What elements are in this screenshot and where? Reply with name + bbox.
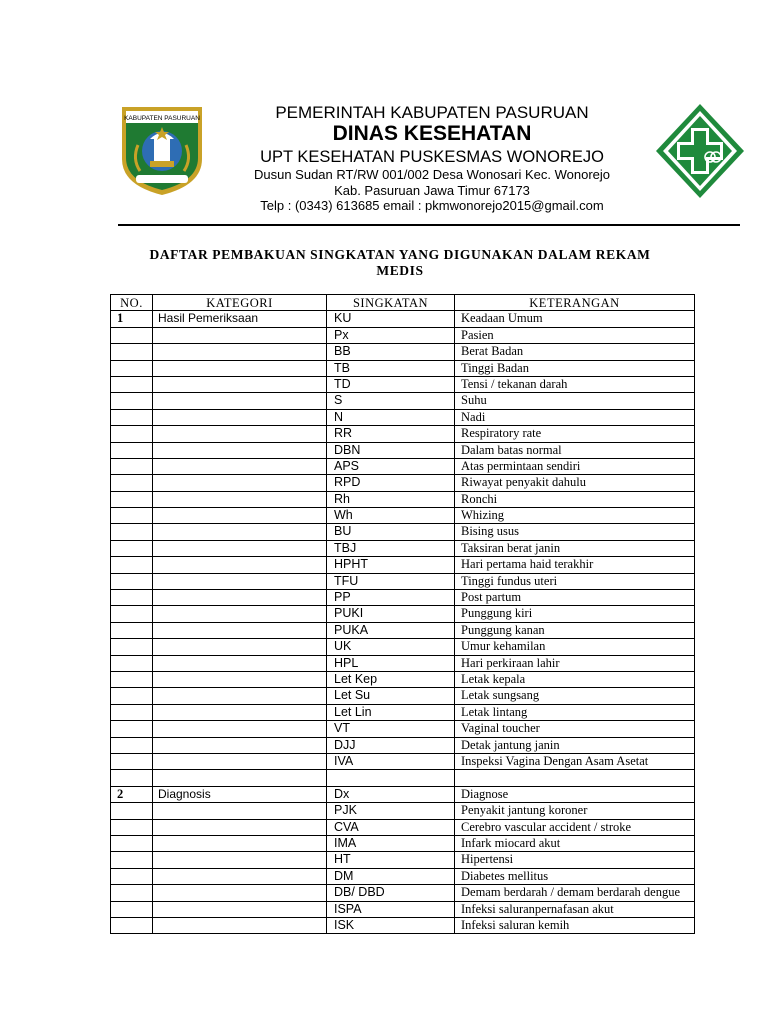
cell-keterangan: Hari perkiraan lahir [455, 655, 695, 671]
table-row [111, 688, 695, 704]
table-row [111, 671, 695, 687]
header-keterangan: KETERANGAN [455, 295, 695, 311]
cell-keterangan: Umur kehamilan [455, 639, 695, 655]
kabupaten-pasuruan-logo [116, 101, 208, 197]
cell-no [111, 803, 153, 819]
cell-keterangan [455, 770, 695, 786]
table-row [111, 885, 695, 902]
cell-kategori [153, 655, 327, 671]
cell-keterangan: Post partum [455, 590, 695, 606]
cell-singkatan: HT [327, 852, 455, 868]
cell-kategori [153, 639, 327, 655]
cell-singkatan: KU [327, 311, 455, 327]
cell-kategori [153, 803, 327, 819]
cell-kategori [153, 671, 327, 687]
cell-keterangan: Respiratory rate [455, 426, 695, 442]
cell-keterangan: Tinggi Badan [455, 360, 695, 376]
table-row [111, 508, 695, 524]
table-row [111, 639, 695, 655]
table-row [111, 573, 695, 589]
cell-no [111, 770, 153, 786]
cell-keterangan: Detak jantung janin [455, 737, 695, 753]
cell-singkatan: TBJ [327, 540, 455, 556]
table-row [111, 409, 695, 425]
table-row [111, 868, 695, 884]
cell-kategori [153, 704, 327, 720]
cell-keterangan: Keadaan Umum [455, 311, 695, 327]
cell-no [111, 639, 153, 655]
table-row [111, 655, 695, 671]
cell-singkatan: PUKA [327, 622, 455, 638]
cell-keterangan: Vaginal toucher [455, 721, 695, 737]
cell-singkatan: TFU [327, 573, 455, 589]
table-row [111, 491, 695, 507]
table-row [111, 557, 695, 573]
cell-singkatan: HPL [327, 655, 455, 671]
cell-no [111, 393, 153, 409]
cell-singkatan: S [327, 393, 455, 409]
header-kategori: KATEGORI [153, 295, 327, 311]
cell-singkatan: ISPA [327, 901, 455, 917]
table-row [111, 770, 695, 786]
cell-no [111, 491, 153, 507]
cell-kategori [153, 688, 327, 704]
table-row [111, 737, 695, 753]
cell-singkatan: RPD [327, 475, 455, 491]
table-row [111, 344, 695, 360]
cell-singkatan: DJJ [327, 737, 455, 753]
table-row [111, 852, 695, 868]
table-row [111, 606, 695, 622]
cell-singkatan: CVA [327, 819, 455, 835]
cell-no [111, 753, 153, 769]
cell-no [111, 721, 153, 737]
cell-keterangan: Letak lintang [455, 704, 695, 720]
cell-kategori [153, 835, 327, 851]
cell-no [111, 557, 153, 573]
table-row [111, 540, 695, 556]
cell-no [111, 868, 153, 884]
table-row [111, 393, 695, 409]
cell-keterangan: Tensi / tekanan darah [455, 376, 695, 392]
header-no: NO. [111, 295, 153, 311]
cell-kategori [153, 458, 327, 474]
header-line-address: Dusun Sudan RT/RW 001/002 Desa Wonosari Kec. Wonorejo [253, 167, 610, 182]
cell-keterangan: Dalam batas normal [455, 442, 695, 458]
cell-no [111, 508, 153, 524]
cell-singkatan: PP [327, 590, 455, 606]
cell-singkatan: BB [327, 344, 455, 360]
table-row [111, 426, 695, 442]
cell-kategori [153, 901, 327, 917]
cell-kategori [153, 426, 327, 442]
cell-kategori [153, 770, 327, 786]
cell-no [111, 917, 153, 933]
header-line-puskesmas: UPT KESEHATAN PUSKESMAS WONOREJO [260, 148, 604, 166]
cell-singkatan: Let Lin [327, 704, 455, 720]
table-row [111, 704, 695, 720]
cell-no [111, 835, 153, 851]
cell-no [111, 344, 153, 360]
cell-keterangan: Infark miocard akut [455, 835, 695, 851]
header-line-contact: Telp : (0343) 613685 email : pkmwonorejo2015@gmail.com [260, 198, 604, 213]
cell-keterangan: Whizing [455, 508, 695, 524]
cell-singkatan: Dx [327, 786, 455, 802]
cell-keterangan: Punggung kiri [455, 606, 695, 622]
cell-singkatan: IVA [327, 753, 455, 769]
cell-kategori [153, 852, 327, 868]
cell-singkatan: DB/ DBD [327, 885, 455, 902]
cell-no [111, 901, 153, 917]
table-row [111, 458, 695, 474]
cell-kategori [153, 344, 327, 360]
table-row [111, 524, 695, 540]
cell-singkatan: DBN [327, 442, 455, 458]
table-row [111, 622, 695, 638]
cell-no [111, 590, 153, 606]
cell-singkatan [327, 770, 455, 786]
cell-singkatan: UK [327, 639, 455, 655]
cell-keterangan: Atas permintaan sendiri [455, 458, 695, 474]
table-row [111, 803, 695, 819]
abbreviation-table [110, 294, 695, 934]
cell-singkatan: VT [327, 721, 455, 737]
table-row [111, 721, 695, 737]
cell-no [111, 540, 153, 556]
cell-no [111, 573, 153, 589]
cell-kategori [153, 524, 327, 540]
cell-keterangan: Letak kepala [455, 671, 695, 687]
cell-kategori [153, 376, 327, 392]
table-row [111, 753, 695, 769]
cell-no [111, 688, 153, 704]
cell-singkatan: IMA [327, 835, 455, 851]
cell-kategori [153, 885, 327, 902]
cell-keterangan: Infeksi saluranpernafasan akut [455, 901, 695, 917]
cell-no [111, 704, 153, 720]
cell-kategori [153, 753, 327, 769]
cell-no [111, 327, 153, 343]
table-row [111, 475, 695, 491]
document-title [120, 247, 680, 279]
cell-singkatan: ISK [327, 917, 455, 933]
cell-kategori [153, 606, 327, 622]
cell-kategori: Diagnosis [153, 786, 327, 802]
cell-no [111, 475, 153, 491]
cell-keterangan: Penyakit jantung koroner [455, 803, 695, 819]
cell-singkatan: Let Su [327, 688, 455, 704]
cell-keterangan: Hipertensi [455, 852, 695, 868]
header-line-government: PEMERINTAH KABUPATEN PASURUAN [275, 103, 589, 122]
cell-kategori [153, 393, 327, 409]
cell-kategori [153, 721, 327, 737]
header-divider [118, 224, 740, 226]
cell-keterangan: Suhu [455, 393, 695, 409]
cell-no [111, 409, 153, 425]
cell-keterangan: Diagnose [455, 786, 695, 802]
cell-kategori [153, 508, 327, 524]
cell-kategori [153, 540, 327, 556]
cell-no [111, 852, 153, 868]
cell-keterangan: Pasien [455, 327, 695, 343]
header-line-department: DINAS KESEHATAN [332, 122, 532, 145]
cell-no [111, 819, 153, 835]
cell-no [111, 376, 153, 392]
cell-keterangan: Infeksi saluran kemih [455, 917, 695, 933]
cell-singkatan: DM [327, 868, 455, 884]
document-title-line2: MEDIS [376, 263, 424, 278]
cell-no [111, 606, 153, 622]
cell-keterangan: Demam berdarah / demam berdarah dengue [455, 885, 695, 902]
cell-singkatan: TD [327, 376, 455, 392]
cell-keterangan: Ronchi [455, 491, 695, 507]
cell-singkatan: Let Kep [327, 671, 455, 687]
table-body [111, 311, 695, 934]
table-row [111, 376, 695, 392]
cell-no [111, 885, 153, 902]
cell-no [111, 622, 153, 638]
cell-keterangan: Nadi [455, 409, 695, 425]
cell-keterangan: Diabetes mellitus [455, 868, 695, 884]
cell-kategori [153, 819, 327, 835]
cell-singkatan: Wh [327, 508, 455, 524]
table-row [111, 311, 695, 327]
cell-no [111, 524, 153, 540]
cell-singkatan: BU [327, 524, 455, 540]
cell-keterangan: Berat Badan [455, 344, 695, 360]
cell-no [111, 442, 153, 458]
cell-kategori [153, 327, 327, 343]
document-title-line1: DAFTAR PEMBAKUAN SINGKATAN YANG DIGUNAKAN DALAM REKAM [149, 247, 651, 262]
cell-keterangan: Inspeksi Vagina Dengan Asam Asetat [455, 753, 695, 769]
header-line-region: Kab. Pasuruan Jawa Timur 67173 [334, 183, 530, 198]
cell-kategori [153, 737, 327, 753]
cell-kategori [153, 557, 327, 573]
cell-keterangan: Hari pertama haid terakhir [455, 557, 695, 573]
table-row [111, 917, 695, 933]
table-row [111, 901, 695, 917]
cell-kategori [153, 590, 327, 606]
table-row [111, 590, 695, 606]
cell-singkatan: RR [327, 426, 455, 442]
cell-kategori [153, 573, 327, 589]
cell-no [111, 426, 153, 442]
cell-singkatan: APS [327, 458, 455, 474]
cell-no [111, 671, 153, 687]
cell-no [111, 458, 153, 474]
header-singkatan: SINGKATAN [327, 295, 455, 311]
cell-keterangan: Cerebro vascular accident / stroke [455, 819, 695, 835]
cell-keterangan: Tinggi fundus uteri [455, 573, 695, 589]
cell-keterangan: Punggung kanan [455, 622, 695, 638]
cell-keterangan: Riwayat penyakit dahulu [455, 475, 695, 491]
cell-singkatan: N [327, 409, 455, 425]
cell-kategori [153, 491, 327, 507]
cell-singkatan: PUKI [327, 606, 455, 622]
table-row [111, 786, 695, 802]
cell-singkatan: PJK [327, 803, 455, 819]
cell-singkatan: Rh [327, 491, 455, 507]
cell-kategori [153, 360, 327, 376]
cell-no [111, 655, 153, 671]
cell-kategori [153, 917, 327, 933]
cell-keterangan: Taksiran berat janin [455, 540, 695, 556]
cell-kategori [153, 442, 327, 458]
cell-kategori [153, 475, 327, 491]
table-row [111, 327, 695, 343]
cell-keterangan: Letak sungsang [455, 688, 695, 704]
cell-singkatan: TB [327, 360, 455, 376]
puskesmas-logo [654, 102, 746, 200]
table-row [111, 360, 695, 376]
cell-no: 1 [111, 311, 153, 327]
cell-singkatan: HPHT [327, 557, 455, 573]
table-row [111, 819, 695, 835]
cell-kategori [153, 409, 327, 425]
cell-no: 2 [111, 786, 153, 802]
cell-keterangan: Bising usus [455, 524, 695, 540]
cell-singkatan: Px [327, 327, 455, 343]
cell-kategori: Hasil Pemeriksaan [153, 311, 327, 327]
cell-no [111, 737, 153, 753]
table-header-row [111, 295, 695, 311]
table-row [111, 835, 695, 851]
table-row [111, 442, 695, 458]
cell-kategori [153, 868, 327, 884]
cell-no [111, 360, 153, 376]
cell-kategori [153, 622, 327, 638]
logo-left-text: KABUPATEN PASURUAN [124, 115, 200, 122]
